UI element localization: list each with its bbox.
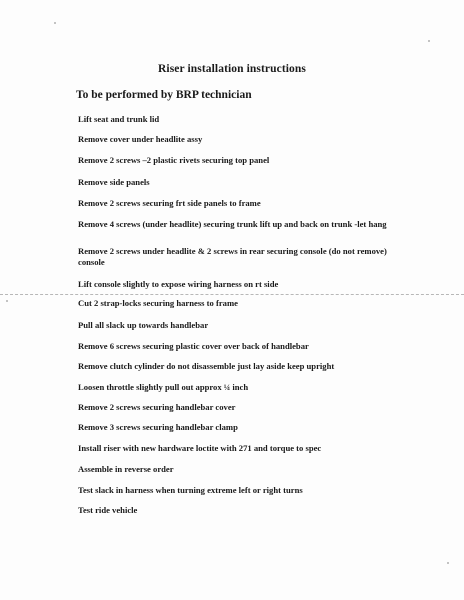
- step-3: Remove 2 screws –2 plastic rivets securing top panel: [78, 155, 270, 165]
- scan-speck: [6, 300, 8, 302]
- step-13: Loosen throttle slightly pull out approx ¼ inch: [78, 382, 249, 392]
- scan-speck: [428, 40, 430, 42]
- step-7: Remove 2 screws under headlite & 2 screws in rear securing console (do not remove) console: [78, 246, 387, 267]
- step-12: Remove clutch cylinder do not disassemble just lay aside keep upright: [78, 361, 335, 371]
- step-4: Remove side panels: [78, 177, 150, 187]
- scan-fold-line: [0, 294, 464, 295]
- document-title: Riser installation instructions: [158, 63, 306, 75]
- step-9: Cut 2 strap-locks securing harness to frame: [78, 298, 238, 308]
- step-16: Install riser with new hardware loctite with 271 and torque to spec: [78, 443, 322, 453]
- step-8: Lift console slightly to expose wiring harness on rt side: [78, 279, 279, 289]
- step-10: Pull all slack up towards handlebar: [78, 320, 209, 330]
- step-11: Remove 6 screws securing plastic cover over back of handlebar: [78, 341, 309, 351]
- step-1: Lift seat and trunk lid: [78, 114, 160, 124]
- step-14: Remove 2 screws securing handlebar cover: [78, 402, 236, 412]
- step-19: Test ride vehicle: [78, 505, 138, 515]
- scan-speck: [447, 562, 449, 564]
- step-5: Remove 2 screws securing frt side panels to frame: [78, 198, 261, 208]
- document-subtitle: To be performed by BRP technician: [76, 89, 252, 101]
- step-18: Test slack in harness when turning extreme left or right turns: [78, 485, 303, 495]
- step-6: Remove 4 screws (under headlite) securing trunk lift up and back on trunk -let hang: [78, 219, 387, 229]
- step-15: Remove 3 screws securing handlebar clamp: [78, 422, 238, 432]
- step-2: Remove cover under headlite assy: [78, 134, 203, 144]
- scan-speck: [54, 22, 56, 24]
- step-17: Assemble in reverse order: [78, 464, 174, 474]
